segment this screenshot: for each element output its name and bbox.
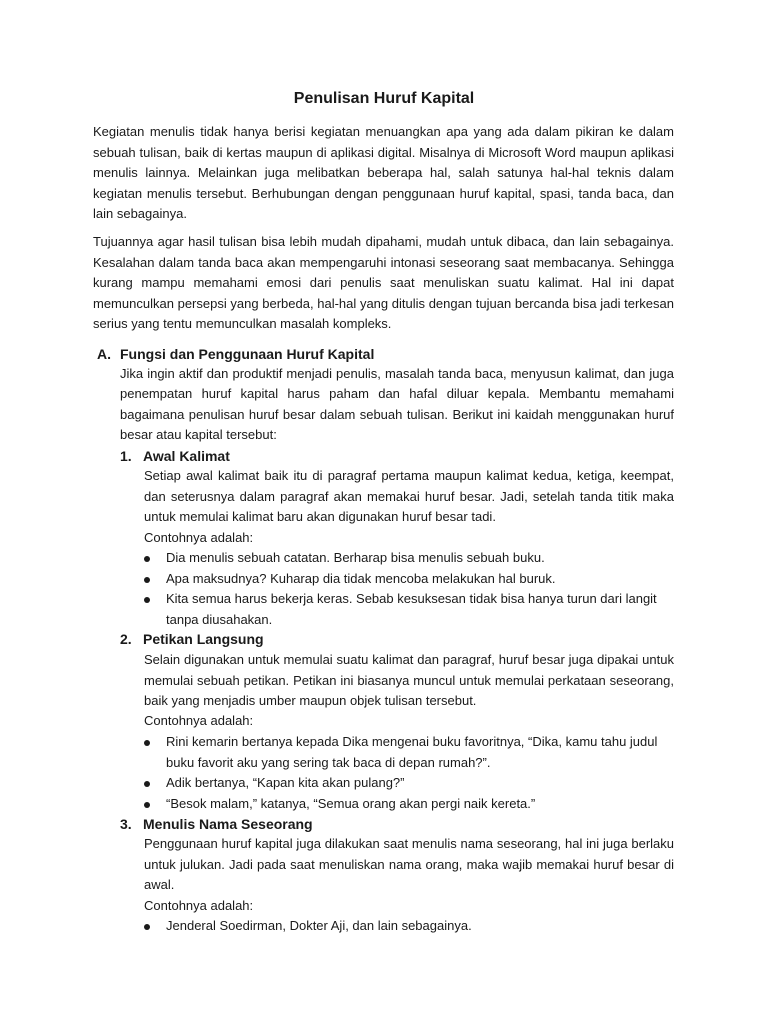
list-item: “Besok malam,” katanya, “Semua orang akan pergi naik kereta.”: [144, 794, 674, 815]
item-heading-text: Petikan Langsung: [143, 631, 264, 647]
item-heading-2: [120, 629, 264, 649]
page-title: Penulisan Huruf Kapital: [293, 90, 475, 107]
item-heading-1: [120, 446, 230, 466]
section-letter: A.: [97, 346, 111, 362]
section-intro: Jika ingin aktif dan produktif menjadi penulis, masalah tanda baca, menyusun kalimat, dan juga penempatan huruf kapital harus paham dan hafal diluar kepala. Membantu memahami bagaimana penulisan huruf besar dalam sebuah tulisan. Berikut ini kaidah menggunakan huruf besar atau kapital tersebut:: [120, 366, 674, 442]
list-item: Adik bertanya, “Kapan kita akan pulang?”: [144, 773, 674, 794]
item-text-1: Setiap awal kalimat baik itu di paragraf pertama maupun kalimat kedua, ketiga, keempat, dan seterusnya dalam paragraf akan memakai huruf besar. Jadi, setelah tanda titik maka untuk memulai kalimat baru akan digunakan huruf besar tadi.: [144, 468, 674, 524]
example-label-3: Contohnya adalah:: [144, 898, 254, 913]
example-list-2: [144, 732, 674, 814]
section-heading: [97, 344, 374, 364]
list-item: Rini kemarin bertanya kepada Dika mengenai buku favoritnya, “Dika, kamu tahu judul buku favorit aku yang sering tak baca di depan rumah?”.: [144, 732, 674, 773]
item-number: 2.: [120, 631, 132, 647]
intro-paragraph-1: Kegiatan menulis tidak hanya berisi kegiatan menuangkan apa yang ada dalam pikiran ke dalam sebuah tulisan, baik di kertas maupun di aplikasi digital. Misalnya di Microsoft Word maupun aplikasi menulis lainnya. Melainkan juga melibatkan beberapa hal, salah satunya hal-hal teknis dalam kegiatan menulis tersebut. Berhubungan dengan penggunaan huruf kapital, spasi, tanda baca, dan lain sebagainya.: [93, 124, 674, 221]
bullet-icon: [144, 597, 150, 603]
item-heading-3: [120, 814, 313, 834]
list-item: Dia menulis sebuah catatan. Berharap bisa menulis sebuah buku.: [144, 548, 674, 569]
section-heading-text: Fungsi dan Penggunaan Huruf Kapital: [120, 346, 375, 362]
example-list-1: [144, 548, 674, 630]
item-text-3: Penggunaan huruf kapital juga dilakukan saat menulis nama seseorang, hal ini juga berlaku untuk julukan. Jadi pada saat menuliskan nama orang, maka wajib memakai huruf besar di awal.: [144, 836, 674, 892]
bullet-icon: [144, 577, 150, 583]
item-number: 3.: [120, 816, 132, 832]
bullet-icon: [144, 781, 150, 787]
list-item: Apa maksudnya? Kuharap dia tidak mencoba melakukan hal buruk.: [144, 569, 674, 590]
item-text-2: Selain digunakan untuk memulai suatu kalimat dan paragraf, huruf besar juga dipakai untuk memulai sebuah petikan. Petikan ini biasanya muncul untuk memulai perkataan seseorang, baik yang menjadis umber maupun objek tulisan tersebut.: [144, 652, 674, 708]
item-number: 1.: [120, 448, 132, 464]
example-list-3: [144, 916, 674, 937]
item-heading-text: Awal Kalimat: [143, 448, 230, 464]
bullet-icon: [144, 924, 150, 930]
example-label-1: Contohnya adalah:: [144, 530, 254, 545]
bullet-icon: [144, 740, 150, 746]
bullet-icon: [144, 802, 150, 808]
item-heading-text: Menulis Nama Seseorang: [143, 816, 313, 832]
list-item: Jenderal Soedirman, Dokter Aji, dan lain sebagainya.: [144, 916, 674, 937]
example-label-2: Contohnya adalah:: [144, 713, 254, 728]
bullet-icon: [144, 556, 150, 562]
intro-paragraph-2: Tujuannya agar hasil tulisan bisa lebih mudah dipahami, mudah untuk dibaca, dan lain sebagainya. Kesalahan dalam tanda baca akan mempengaruhi intonasi seseorang saat membacanya. Sehingga kurang mampu memahami emosi dari penulis saat menuliskan suatu kalimat. Hal ini dapat memunculkan persepsi yang berbeda, hal-hal yang ditulis dengan tujuan bercanda bisa jadi terkesan serius yang tentu memunculkan masalah kompleks.: [93, 234, 674, 331]
list-item: Kita semua harus bekerja keras. Sebab kesuksesan tidak bisa hanya turun dari langit tanpa diusahakan.: [144, 589, 674, 630]
